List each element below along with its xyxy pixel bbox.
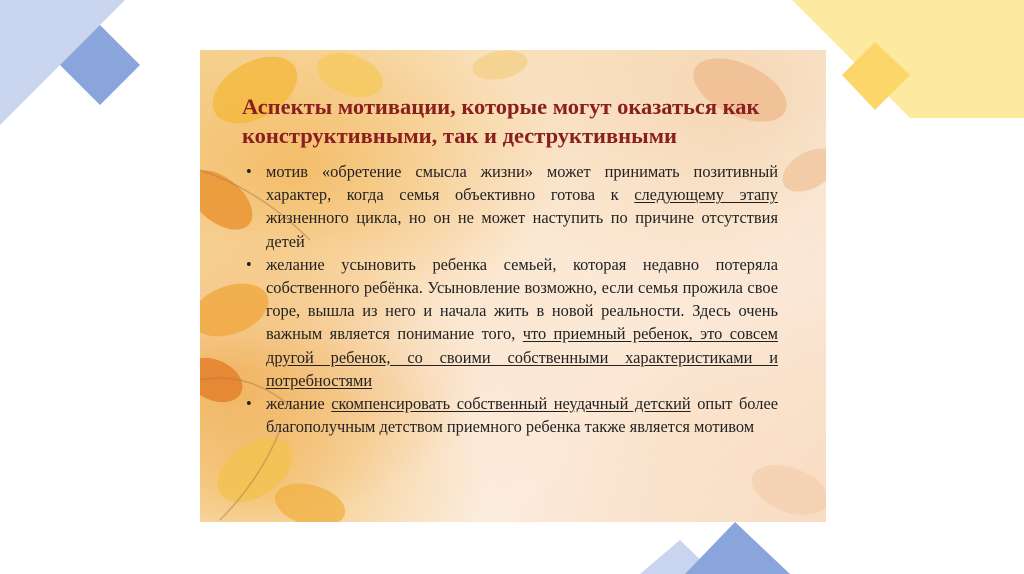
slide-image (200, 50, 826, 522)
bullet-text: желание скомпенсировать собственный неудачный детский опыт более благополучным детством приемного ребенка также является мотивом (266, 394, 778, 437)
bullet-dot: • (246, 254, 252, 274)
bullet-list (244, 160, 778, 438)
bullet-dot: • (246, 394, 252, 414)
bullet-dot: • (246, 162, 252, 181)
bullet-item (244, 392, 778, 438)
bullet-text: мотив «обретение смысла жизни» может принимать позитивный характер, когда семья объективно готова к следующему этапу жизненного цикла, но он не может наступить по причине отсутствия детей (266, 162, 778, 251)
bullet-item (244, 160, 778, 253)
decor-bottom-center (640, 520, 800, 574)
slide-title: Аспекты мотивации, которые могут оказаться как конструктивными, так и деструктивными (242, 94, 760, 148)
decor-top-left (0, 0, 160, 140)
bullet-item (244, 253, 778, 392)
slide-content (200, 50, 826, 522)
bullet-text: желание усыновить ребенка семьей, которая недавно потеряла собственного ребёнка. Усыновление возможно, если семья прожила свое горе, вышла из него и начала жить в новой реальности. Здесь очень важным является понимание того, что приемный ребенок, это совсем другой ребенок, со своими собственными характеристиками и потребностями (266, 254, 779, 390)
